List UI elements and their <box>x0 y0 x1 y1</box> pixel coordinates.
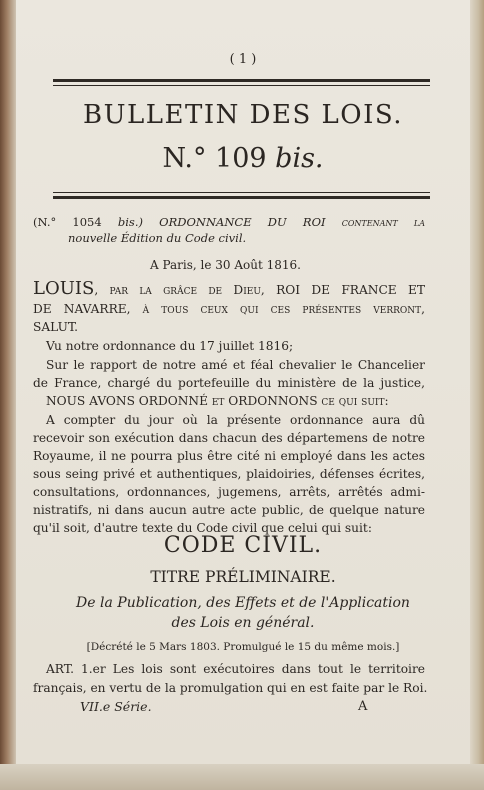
vu-line: Vu notre ordonnance du 17 juillet 1816; <box>46 339 294 353</box>
louis-initial: LOUIS <box>33 278 95 299</box>
place-date: A Paris, le 30 Août 1816. <box>150 258 301 272</box>
paragraph-line1: A compter du jour où la présente ordonnance aura dû <box>46 413 425 427</box>
article1-line1: ART. 1.er Les lois sont exécutoires dans tout le territoire <box>46 662 425 676</box>
article1-line2: français, en vertu de la promulgation qui en est faite par le Roi. <box>33 681 428 695</box>
page-edges-bottom <box>0 764 484 790</box>
ordinance-title: ) ORDONNANCE DU ROI contenant la <box>138 215 425 229</box>
nous-avons-line: NOUS AVONS ORDONNÉ et ORDONNONS ce qui suit: <box>46 394 389 408</box>
rapport-line1: Sur le rapport de notre amé et féal chevalier le Chancelier <box>46 358 425 372</box>
paragraph-line5: consultations, ordonnances, jugemens, arrêts, arrêtés admi- <box>33 485 425 499</box>
ordinance-number: (N.° 1054 <box>33 215 118 229</box>
salut-line: SALUT. <box>33 320 79 334</box>
ordinance-heading-line1 <box>33 215 425 229</box>
paragraph-line6: nistratifs, ni dans aucun autre acte public, de quelque nature <box>33 503 425 517</box>
ordinance-heading-line2: nouvelle Édition du Code civil. <box>68 231 247 245</box>
series-label: VII.e Série. <box>80 699 152 714</box>
top-double-rule-lower <box>53 85 430 86</box>
bulletin-title: BULLETIN DES LOIS. <box>82 100 404 130</box>
book-page <box>16 0 470 764</box>
preamble-line1 <box>33 278 425 299</box>
top-double-rule-upper <box>53 79 430 82</box>
signature-mark: A <box>358 699 368 714</box>
ordinance-bis: bis. <box>117 215 139 229</box>
issue-number-prefix: N.° 109 <box>162 143 276 174</box>
middle-double-rule-upper <box>53 192 430 193</box>
paragraph-line2: recevoir son exécution dans chacun des départemens de notre <box>33 431 425 445</box>
paragraph-line4: sous seing privé et authentiques, plaidoiries, défenses écrites, <box>33 467 425 481</box>
decree-dates: [Décrété le 5 Mars 1803. Promulgué le 15 du même mois.] <box>86 641 400 653</box>
page-edges-right <box>470 0 484 790</box>
page-number: ( 1 ) <box>229 52 257 67</box>
titre-preliminaire: TITRE PRÉLIMINAIRE. <box>150 568 336 586</box>
preamble-line2: DE NAVARRE, à tous ceux qui ces présentes verront, <box>33 302 425 316</box>
preamble-line1-text: , par la grâce de Dieu, ROI DE FRANCE ET <box>94 283 425 297</box>
code-civil-heading: CODE CIVIL. <box>163 533 323 558</box>
subtitle-line2: des Lois en général. <box>171 615 315 631</box>
rapport-line2: de France, chargé du portefeuille du ministère de la justice, <box>33 376 425 390</box>
paragraph-line7: qu'il soit, d'autre texte du Code civil que celui qui suit: <box>33 521 372 535</box>
issue-number <box>16 143 470 174</box>
subtitle-line1: De la Publication, des Effets et de l'Application <box>76 595 410 611</box>
issue-number-suffix: bis. <box>275 143 324 174</box>
middle-double-rule-lower <box>53 196 430 199</box>
book-spine-edge <box>0 0 16 790</box>
paragraph-line3: Royaume, il ne pourra plus être cité ni employé dans les actes <box>33 449 425 463</box>
